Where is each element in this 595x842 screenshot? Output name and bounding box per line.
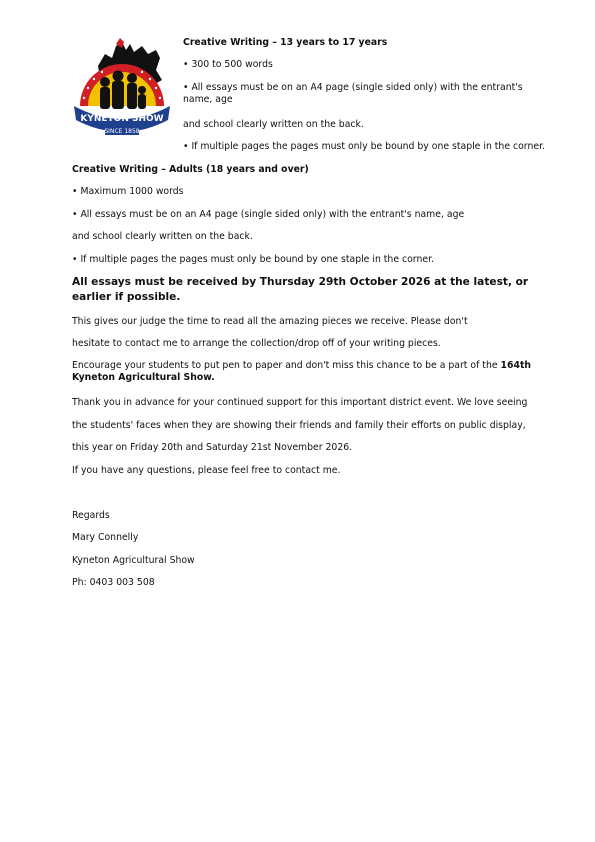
signoff-org: Kyneton Agricultural Show: [72, 555, 195, 566]
signoff-name: Mary Connelly: [72, 532, 139, 543]
adult-bullet-a4: • All essays must be on an A4 page (single sided only) with the entrant's name, age: [72, 209, 465, 220]
teen-bullet-staple: • If multiple pages the pages must only be bound by one staple in the corner.: [183, 141, 545, 152]
body-p2-text: Encourage your students to put pen to paper and don't miss this chance to be a part of the: [72, 360, 501, 371]
logo-name: KYNETON SHOW: [80, 114, 164, 124]
body-p1-line2: hesitate to contact me to arrange the collection/drop off of your writing pieces.: [72, 338, 441, 349]
body-p2-bold: 164th Kyneton Agricultural Show.: [72, 360, 532, 383]
adult-bullet-a4-cont: and school clearly written on the back.: [72, 231, 253, 242]
body-p3-line2: the students' faces when they are showing their friends and family their efforts on public display,: [72, 420, 526, 431]
kyneton-show-logo: [72, 36, 172, 142]
logo-graphic: [72, 36, 172, 142]
teen-bullet-words: • 300 to 500 words: [183, 59, 273, 70]
body-p2: [72, 360, 532, 384]
body-p1-line1: This gives our judge the time to read all the amazing pieces we receive. Please don't: [72, 316, 468, 327]
adult-heading: Creative Writing – Adults (18 years and over): [72, 164, 309, 175]
teen-bullet-a4: • All essays must be on an A4 page (single sided only) with the entrant's name, age: [183, 82, 523, 105]
body-p3-line1: Thank you in advance for your continued support for this important district event. We love seeing: [72, 397, 528, 408]
adult-bullet-words: • Maximum 1000 words: [72, 186, 184, 197]
teen-bullet-a4-cont: and school clearly written on the back.: [183, 119, 364, 130]
teen-heading: Creative Writing – 13 years to 17 years: [183, 37, 388, 48]
body-p3-line3: this year on Friday 20th and Saturday 21st November 2026.: [72, 442, 353, 453]
deadline-notice: All essays must be received by Thursday 29th October 2026 at the latest, or earlier if possible.: [72, 276, 529, 303]
body-p4: If you have any questions, please feel free to contact me.: [72, 465, 341, 476]
logo-since: SINCE 1858: [104, 128, 140, 135]
signoff-regards: Regards: [72, 510, 110, 521]
adult-bullet-staple: • If multiple pages the pages must only be bound by one staple in the corner.: [72, 254, 434, 265]
signoff-phone: Ph: 0403 003 508: [72, 577, 155, 588]
